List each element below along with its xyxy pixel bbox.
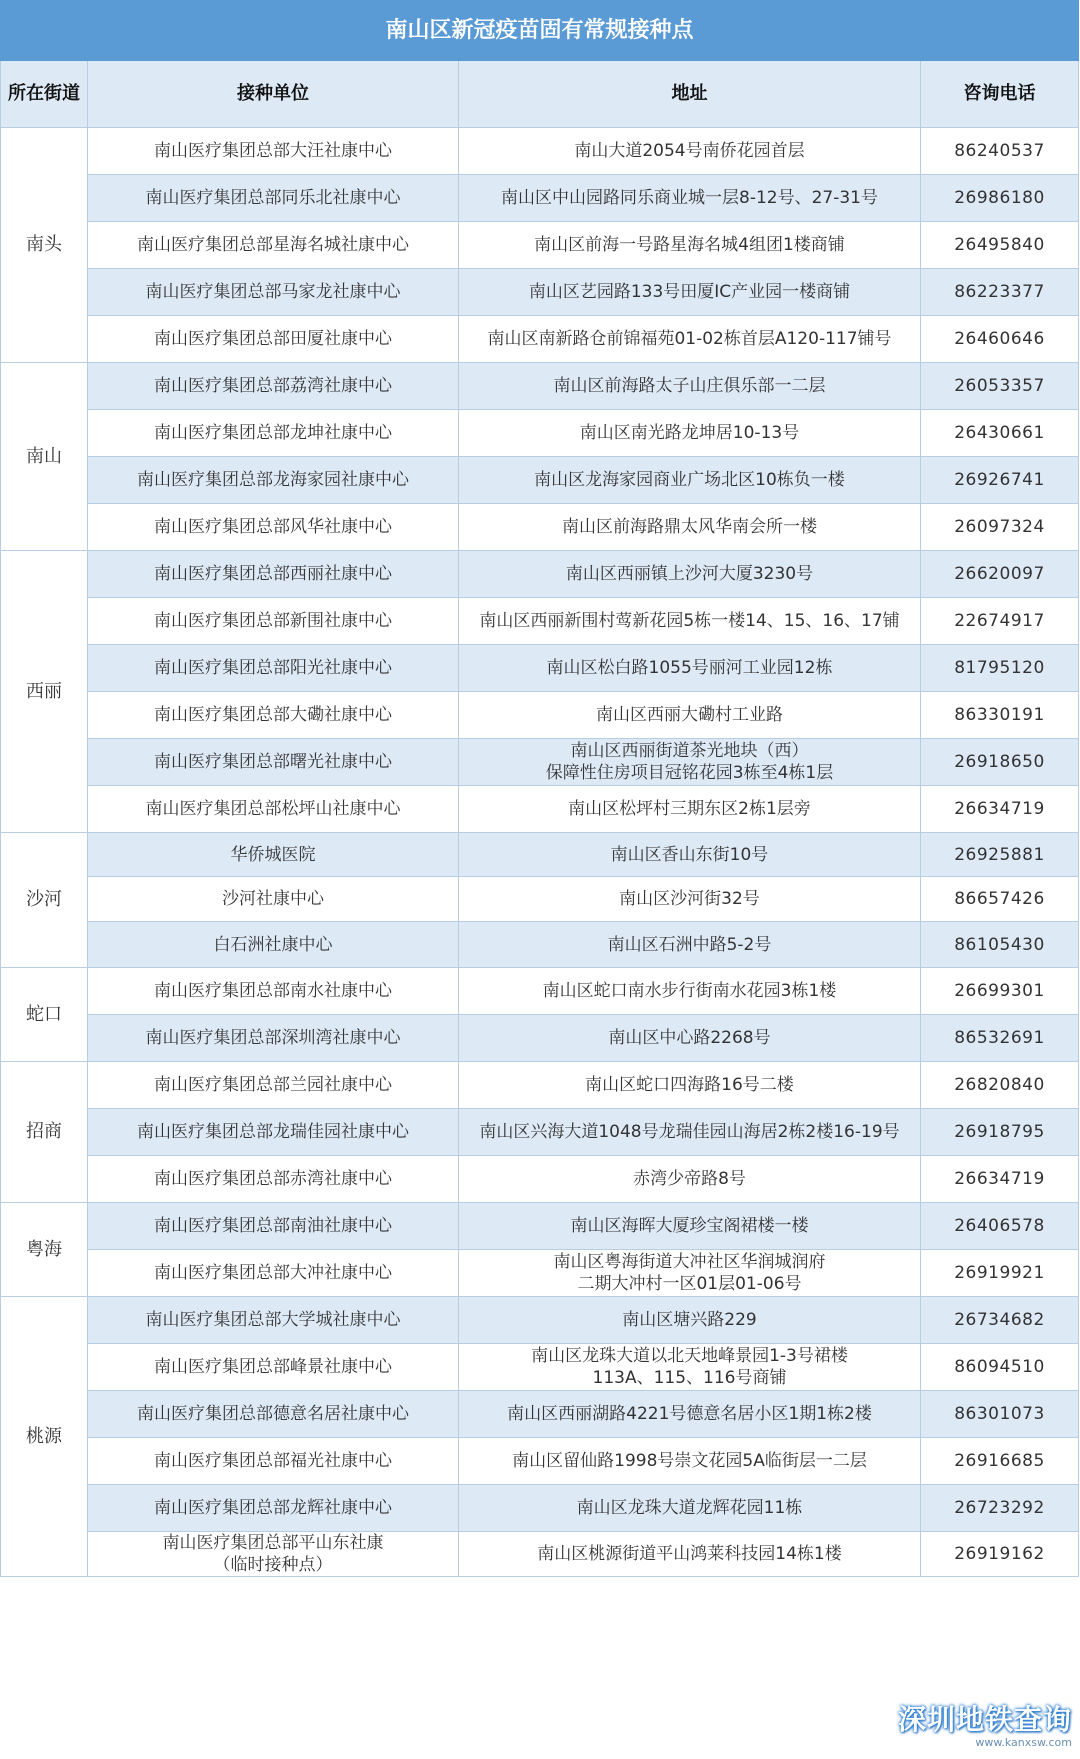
header-row	[1, 61, 1079, 128]
phone-cell: 86301073	[921, 1391, 1079, 1438]
unit-cell: 沙河社康中心	[88, 877, 459, 922]
address-cell: 南山区南光路龙坤居10-13号	[459, 410, 921, 457]
table-row	[1, 786, 1079, 833]
address-cell: 南山区西丽镇上沙河大厦3230号	[459, 551, 921, 598]
phone-cell: 26918650	[921, 739, 1079, 786]
phone-cell: 86657426	[921, 877, 1079, 922]
table-row	[1, 1250, 1079, 1297]
table-row	[1, 877, 1079, 922]
phone-cell: 26734682	[921, 1297, 1079, 1344]
unit-cell: 白石洲社康中心	[88, 922, 459, 968]
header-street: 所在街道	[1, 61, 88, 128]
table-row	[1, 922, 1079, 968]
table-row	[1, 504, 1079, 551]
table-row	[1, 1109, 1079, 1156]
unit-cell: 南山医疗集团总部龙坤社康中心	[88, 410, 459, 457]
phone-cell: 26986180	[921, 175, 1079, 222]
street-cell: 沙河	[1, 833, 88, 968]
table-row	[1, 457, 1079, 504]
address-cell: 南山区兴海大道1048号龙瑞佳园山海居2栋2楼16-19号	[459, 1109, 921, 1156]
phone-cell: 86105430	[921, 922, 1079, 968]
phone-cell: 26634719	[921, 1156, 1079, 1203]
table-row	[1, 1438, 1079, 1485]
phone-cell: 26916685	[921, 1438, 1079, 1485]
unit-cell: 南山医疗集团总部南油社康中心	[88, 1203, 459, 1250]
phone-cell: 26925881	[921, 833, 1079, 877]
table-row	[1, 1156, 1079, 1203]
street-cell: 粤海	[1, 1203, 88, 1297]
address-cell: 南山区龙珠大道龙辉花园11栋	[459, 1485, 921, 1532]
table-row	[1, 1485, 1079, 1532]
address-cell: 南山区南新路仓前锦福苑01-02栋首层A120-117铺号	[459, 316, 921, 363]
address-cell: 南山区塘兴路229	[459, 1297, 921, 1344]
header-unit: 接种单位	[88, 61, 459, 128]
unit-cell: 南山医疗集团总部星海名城社康中心	[88, 222, 459, 269]
table-title: 南山区新冠疫苗固有常规接种点	[1, 1, 1079, 61]
header-phone: 咨询电话	[921, 61, 1079, 128]
table-row	[1, 692, 1079, 739]
unit-cell: 南山医疗集团总部平山东社康 （临时接种点）	[88, 1532, 459, 1577]
address-cell: 南山区海晖大厦珍宝阁裙楼一楼	[459, 1203, 921, 1250]
phone-cell: 26919162	[921, 1532, 1079, 1577]
phone-cell: 26820840	[921, 1062, 1079, 1109]
table-row	[1, 968, 1079, 1015]
address-cell: 南山区艺园路133号田厦IC产业园一楼商铺	[459, 269, 921, 316]
street-cell: 南头	[1, 128, 88, 363]
address-cell: 南山大道2054号南侨花园首层	[459, 128, 921, 175]
watermark-main-text: 深圳地铁查询	[897, 1703, 1072, 1736]
phone-cell: 26918795	[921, 1109, 1079, 1156]
table-row	[1, 1203, 1079, 1250]
unit-cell: 南山医疗集团总部大汪社康中心	[88, 128, 459, 175]
table-row	[1, 1344, 1079, 1391]
address-cell: 南山区中山园路同乐商业城一层8-12号、27-31号	[459, 175, 921, 222]
table-row	[1, 645, 1079, 692]
address-cell: 南山区粤海街道大冲社区华润城润府 二期大冲村一区01层01-06号	[459, 1250, 921, 1297]
address-cell: 南山区中心路2268号	[459, 1015, 921, 1062]
address-cell: 南山区松白路1055号丽河工业园12栋	[459, 645, 921, 692]
phone-cell: 26723292	[921, 1485, 1079, 1532]
unit-cell: 南山医疗集团总部曙光社康中心	[88, 739, 459, 786]
site-watermark	[898, 1698, 1072, 1749]
unit-cell: 南山医疗集团总部西丽社康中心	[88, 551, 459, 598]
table-row	[1, 316, 1079, 363]
address-cell: 南山区石洲中路5-2号	[459, 922, 921, 968]
phone-cell: 26699301	[921, 968, 1079, 1015]
unit-cell: 南山医疗集团总部阳光社康中心	[88, 645, 459, 692]
address-cell: 南山区前海路太子山庄俱乐部一二层	[459, 363, 921, 410]
address-cell: 南山区西丽大磡村工业路	[459, 692, 921, 739]
phone-cell: 26620097	[921, 551, 1079, 598]
phone-cell: 26406578	[921, 1203, 1079, 1250]
address-cell: 南山区沙河街32号	[459, 877, 921, 922]
address-cell: 南山区龙珠大道以北天地峰景园1-3号裙楼 113A、115、116号商铺	[459, 1344, 921, 1391]
table-row	[1, 739, 1079, 786]
unit-cell: 南山医疗集团总部德意名居社康中心	[88, 1391, 459, 1438]
header-address: 地址	[459, 61, 921, 128]
phone-cell: 26097324	[921, 504, 1079, 551]
unit-cell: 南山医疗集团总部福光社康中心	[88, 1438, 459, 1485]
address-cell: 南山区松坪村三期东区2栋1层旁	[459, 786, 921, 833]
unit-cell: 南山医疗集团总部荔湾社康中心	[88, 363, 459, 410]
unit-cell: 南山医疗集团总部龙海家园社康中心	[88, 457, 459, 504]
address-cell: 南山区蛇口南水步行街南水花园3栋1楼	[459, 968, 921, 1015]
address-cell: 南山区前海一号路星海名城4组团1楼商铺	[459, 222, 921, 269]
phone-cell: 86240537	[921, 128, 1079, 175]
phone-cell: 26495840	[921, 222, 1079, 269]
unit-cell: 南山医疗集团总部南水社康中心	[88, 968, 459, 1015]
address-cell: 南山区西丽湖路4221号德意名居小区1期1栋2楼	[459, 1391, 921, 1438]
unit-cell: 南山医疗集团总部龙瑞佳园社康中心	[88, 1109, 459, 1156]
unit-cell: 南山医疗集团总部田厦社康中心	[88, 316, 459, 363]
table-row	[1, 1062, 1079, 1109]
unit-cell: 南山医疗集团总部大磡社康中心	[88, 692, 459, 739]
table-row	[1, 363, 1079, 410]
address-cell: 南山区西丽街道茶光地块（西） 保障性住房项目冠铭花园3栋至4栋1层	[459, 739, 921, 786]
address-cell: 南山区龙海家园商业广场北区10栋负一楼	[459, 457, 921, 504]
address-cell: 南山区西丽新围村莺新花园5栋一楼14、15、16、17铺	[459, 598, 921, 645]
street-cell: 招商	[1, 1062, 88, 1203]
table-row	[1, 1015, 1079, 1062]
address-cell: 南山区前海路鼎太风华南会所一楼	[459, 504, 921, 551]
unit-cell: 南山医疗集团总部新围社康中心	[88, 598, 459, 645]
phone-cell: 22674917	[921, 598, 1079, 645]
table-row	[1, 598, 1079, 645]
table-row	[1, 1297, 1079, 1344]
phone-cell: 26430661	[921, 410, 1079, 457]
table-row	[1, 175, 1079, 222]
table-row	[1, 222, 1079, 269]
table-row	[1, 128, 1079, 175]
unit-cell: 南山医疗集团总部峰景社康中心	[88, 1344, 459, 1391]
unit-cell: 南山医疗集团总部风华社康中心	[88, 504, 459, 551]
phone-cell: 26919921	[921, 1250, 1079, 1297]
address-cell: 南山区桃源街道平山鸿莱科技园14栋1楼	[459, 1532, 921, 1577]
address-cell: 南山区香山东街10号	[459, 833, 921, 877]
table-row	[1, 410, 1079, 457]
table-row	[1, 551, 1079, 598]
street-cell: 南山	[1, 363, 88, 551]
address-cell: 赤湾少帝路8号	[459, 1156, 921, 1203]
unit-cell: 南山医疗集团总部深圳湾社康中心	[88, 1015, 459, 1062]
unit-cell: 南山医疗集团总部同乐北社康中心	[88, 175, 459, 222]
phone-cell: 86330191	[921, 692, 1079, 739]
phone-cell: 86094510	[921, 1344, 1079, 1391]
table-row	[1, 833, 1079, 877]
phone-cell: 81795120	[921, 645, 1079, 692]
unit-cell: 南山医疗集团总部龙辉社康中心	[88, 1485, 459, 1532]
table-row	[1, 1391, 1079, 1438]
table-row	[1, 1532, 1079, 1577]
address-cell: 南山区留仙路1998号崇文花园5A临街层一二层	[459, 1438, 921, 1485]
unit-cell: 南山医疗集团总部兰园社康中心	[88, 1062, 459, 1109]
street-cell: 蛇口	[1, 968, 88, 1062]
unit-cell: 南山医疗集团总部赤湾社康中心	[88, 1156, 459, 1203]
phone-cell: 86223377	[921, 269, 1079, 316]
phone-cell: 86532691	[921, 1015, 1079, 1062]
phone-cell: 26926741	[921, 457, 1079, 504]
unit-cell: 华侨城医院	[88, 833, 459, 877]
table-body	[1, 128, 1079, 1577]
watermark-url-text: www.kanxsw.com	[975, 1736, 1072, 1749]
street-cell: 西丽	[1, 551, 88, 833]
street-cell: 桃源	[1, 1297, 88, 1577]
table-row	[1, 269, 1079, 316]
unit-cell: 南山医疗集团总部大学城社康中心	[88, 1297, 459, 1344]
unit-cell: 南山医疗集团总部马家龙社康中心	[88, 269, 459, 316]
unit-cell: 南山医疗集团总部大冲社康中心	[88, 1250, 459, 1297]
phone-cell: 26053357	[921, 363, 1079, 410]
unit-cell: 南山医疗集团总部松坪山社康中心	[88, 786, 459, 833]
phone-cell: 26634719	[921, 786, 1079, 833]
phone-cell: 26460646	[921, 316, 1079, 363]
address-cell: 南山区蛇口四海路16号二楼	[459, 1062, 921, 1109]
